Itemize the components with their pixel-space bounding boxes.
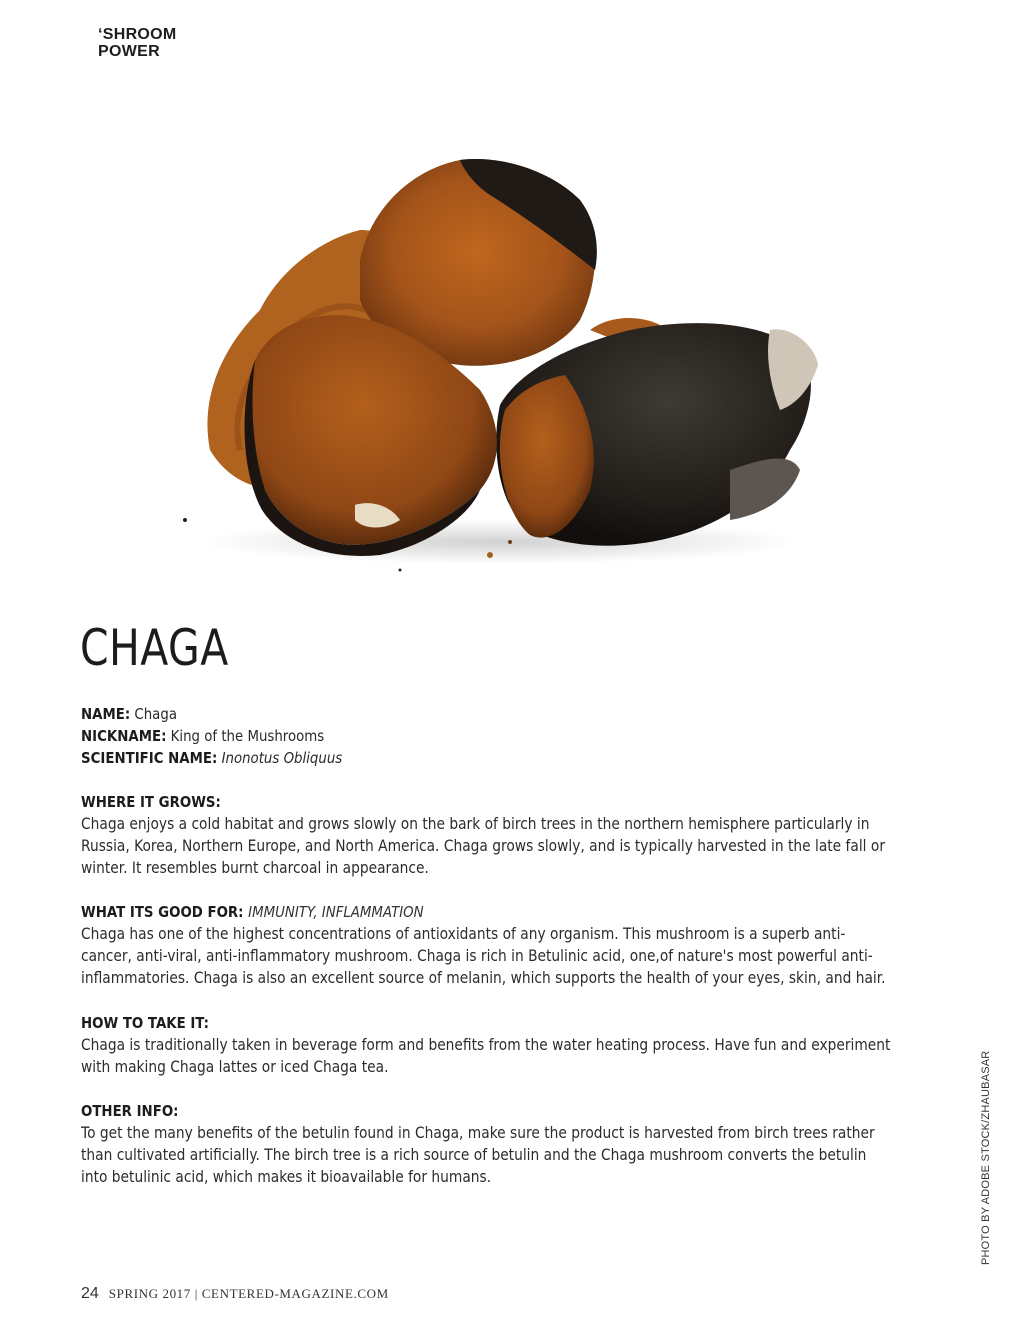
fact-nickname-value: King of the Mushrooms [170, 727, 325, 745]
paragraph-line: cancer, anti-viral, anti-inflammatory mushroom. Chaga is rich in Betulinic acid, one,of nature's most powerful anti- [81, 946, 873, 965]
section-kicker [98, 26, 177, 60]
section-heading: HOW TO TAKE IT: [81, 1014, 210, 1032]
page-footer [81, 1285, 389, 1303]
paragraph-line: into betulinic acid, which makes it bioavailable for humans. [81, 1167, 492, 1186]
section-how-to-take-it [81, 1012, 951, 1078]
fact-nickname [81, 725, 342, 747]
paragraph-line: Chaga has one of the highest concentrations of antioxidants of any organism. This mushroom is a superb anti- [81, 924, 846, 943]
footer-text: SPRING 2017 | CENTERED-MAGAZINE.COM [108, 1286, 389, 1301]
fact-scientific-label: SCIENTIFIC NAME: [81, 749, 218, 767]
fact-name-value: Chaga [134, 705, 177, 723]
section-heading: WHERE IT GROWS: [81, 793, 221, 811]
paragraph-line: inflammatories. Chaga is also an excellent source of melanin, which supports the health of your eyes, skin, and hair. [81, 968, 886, 987]
photo-credit: PHOTO BY ADOBE STOCK/ZHAUBASAR [980, 1050, 992, 1265]
page-number: 24 [81, 1285, 99, 1302]
section-where-it-grows [81, 791, 951, 879]
section-other-info [81, 1100, 951, 1188]
section-heading-label: WHAT ITS GOOD FOR: [81, 903, 244, 921]
section-heading: OTHER INFO: [81, 1102, 179, 1120]
fact-scientific-name [81, 747, 342, 769]
section-what-its-good-for [81, 901, 951, 989]
paragraph-line: Russia, Korea, Northern Europe, and North America. Chaga grows slowly, and is typically harvested in the late fall or [81, 836, 886, 855]
section-heading [81, 901, 829, 923]
fact-list [81, 703, 385, 769]
fact-name-label: NAME: [81, 705, 131, 723]
chaga-mushroom-photo [170, 150, 830, 580]
fact-name [81, 703, 342, 725]
article-title: CHAGA [80, 619, 229, 677]
kicker-line-2: POWER [98, 43, 160, 60]
paragraph-line: Chaga is traditionally taken in beverage form and benefits from the water heating process. Have fun and experiment [81, 1035, 891, 1054]
paragraph-line: winter. It resembles burnt charcoal in appearance. [81, 858, 429, 877]
fact-scientific-value: Inonotus Obliquus [221, 749, 343, 767]
section-heading-tag: IMMUNITY, INFLAMMATION [248, 903, 424, 921]
paragraph-line: To get the many benefits of the betulin found in Chaga, make sure the product is harvested from birch trees rather [81, 1123, 875, 1142]
paragraph-line: than cultivated artificially. The birch tree is a rich source of betulin and the Chaga mushroom converts the betulin [81, 1145, 867, 1164]
paragraph-line: Chaga enjoys a cold habitat and grows slowly on the bark of birch trees in the northern hemisphere particularly in [81, 814, 870, 833]
paragraph-line: with making Chaga lattes or iced Chaga tea. [81, 1057, 389, 1076]
fact-nickname-label: NICKNAME: [81, 727, 167, 745]
kicker-line-1: ‘SHROOM [98, 26, 177, 43]
